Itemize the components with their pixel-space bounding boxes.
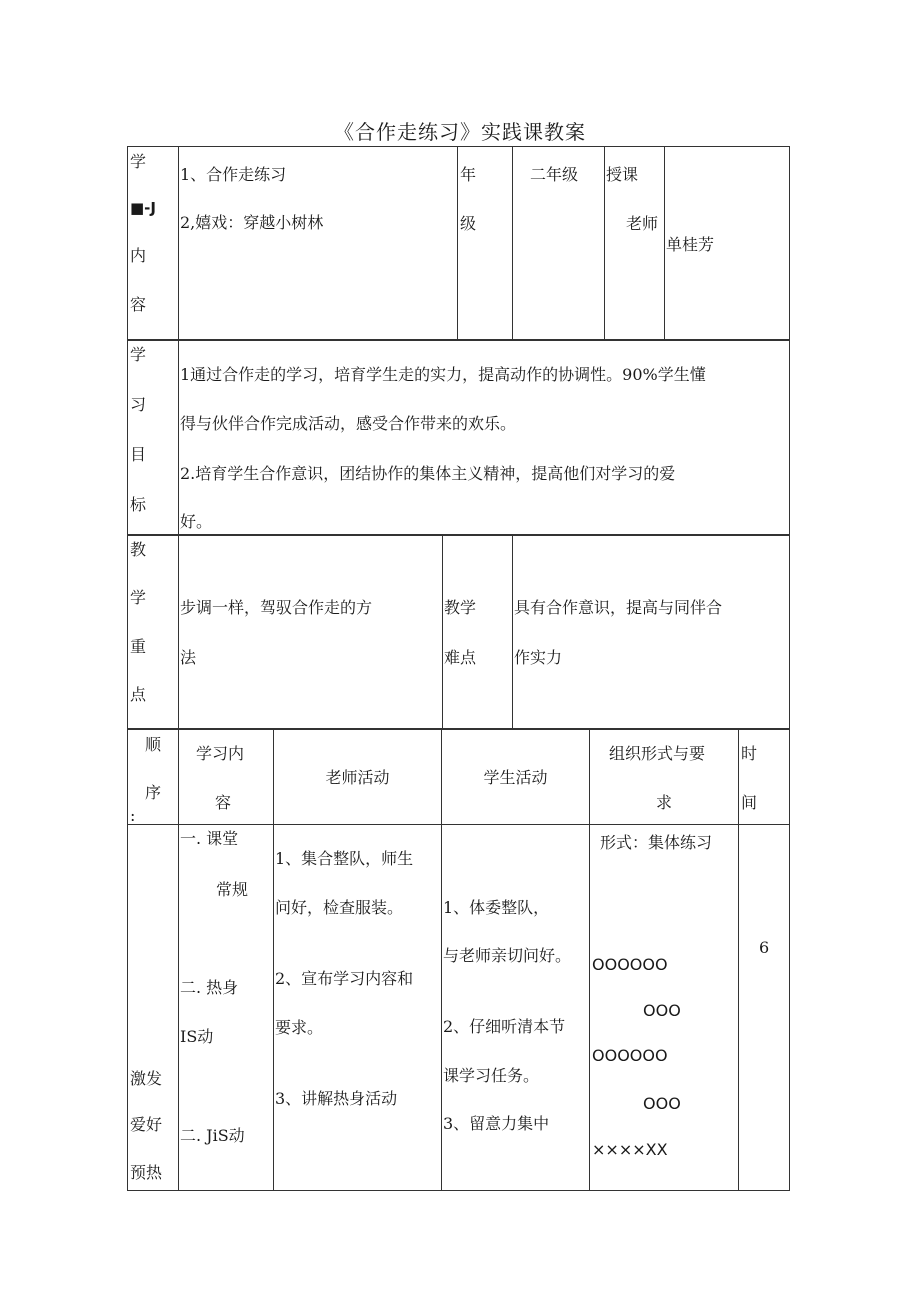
objectives-label-char: 学 xyxy=(130,345,147,364)
objectives-label-char: 标 xyxy=(130,495,147,514)
header-order: 顺 xyxy=(145,735,162,754)
header-order: : xyxy=(130,806,136,825)
objective-line: 得与伙伴合作完成活动，感受合作带来的欢乐。 xyxy=(180,414,517,433)
phase-label: 预热 xyxy=(130,1163,163,1182)
content-step: 常规 xyxy=(216,880,249,899)
objective-line: 2.培育学生合作意识，团结协作的集体主义精神，提高他们对学习的爱 xyxy=(180,464,676,483)
org-form: 形式：集体练习 xyxy=(600,833,713,852)
objective-line: 好。 xyxy=(180,512,213,531)
grade-label: 级 xyxy=(460,214,477,233)
student-activity: 3、留意力集中 xyxy=(443,1114,550,1133)
info-label-char: 容 xyxy=(130,295,147,314)
content-step: 二. JiS动 xyxy=(180,1126,245,1145)
formation-row: ××××XX xyxy=(592,1140,668,1159)
formation-row: OOO xyxy=(643,1001,681,1020)
objectives-label-char: 目 xyxy=(130,445,147,464)
difficulty-label: 难点 xyxy=(444,648,477,667)
grade-value: 二年级 xyxy=(530,165,579,184)
difficulty-label: 教学 xyxy=(444,598,477,617)
header-org: 组织形式与要 xyxy=(609,744,706,763)
header-student: 学生活动 xyxy=(483,768,548,787)
time-value: 6 xyxy=(759,938,770,957)
content-item: 1、合作走练习 xyxy=(180,165,287,184)
header-content: 学习内 xyxy=(196,744,245,763)
info-label-char: 学 xyxy=(130,152,147,171)
header-time: 时 xyxy=(741,744,758,763)
key-point-line: 步调一样，驾驭合作走的方 xyxy=(180,598,373,617)
student-activity: 1、体委整队， xyxy=(443,898,550,917)
teacher-activity: 1、集合整队，师生 xyxy=(275,849,414,868)
difficulty-line: 具有合作意识，提高与同伴合 xyxy=(514,598,723,617)
header-teacher: 老师活动 xyxy=(325,768,390,787)
grade-label: 年 xyxy=(460,165,477,184)
info-label-char: ■-J xyxy=(130,199,156,217)
header-order: 序 xyxy=(145,783,162,802)
header-content: 容 xyxy=(215,793,232,812)
teacher-label: 老师 xyxy=(626,214,659,233)
teacher-label: 授课 xyxy=(606,165,639,184)
phase-label: 爱好 xyxy=(130,1115,163,1134)
student-activity: 课学习任务。 xyxy=(443,1066,540,1085)
focus-label-char: 重 xyxy=(130,637,147,656)
page-title: 《合作走练习》实践课教案 xyxy=(334,120,586,144)
formation-row: OOOOOO xyxy=(592,1046,668,1065)
focus-label-char: 教 xyxy=(130,540,147,559)
key-point-line: 法 xyxy=(180,648,197,667)
teacher-name: 单桂芳 xyxy=(666,235,715,254)
teacher-activity: 问好，检查服装。 xyxy=(275,898,404,917)
header-org: 求 xyxy=(656,793,673,812)
phase-label: 激发 xyxy=(130,1069,163,1088)
content-item: 2,嬉戏：穿越小树林 xyxy=(180,213,324,232)
content-step: 二. 热身 xyxy=(180,978,239,997)
teacher-activity: 要求。 xyxy=(275,1018,324,1037)
difficulty-line: 作实力 xyxy=(514,648,563,667)
objectives-label-char: 习 xyxy=(130,395,147,414)
formation-row: OOO xyxy=(643,1094,681,1113)
content-step: IS动 xyxy=(180,1027,214,1046)
formation-row: OOOOOO xyxy=(592,955,668,974)
focus-label-char: 点 xyxy=(130,685,147,704)
focus-block xyxy=(127,534,790,730)
info-label-char: 内 xyxy=(130,246,147,265)
student-activity: 2、仔细听清本节 xyxy=(443,1017,566,1036)
focus-label-char: 学 xyxy=(130,588,147,607)
teacher-activity: 2、宣布学习内容和 xyxy=(275,969,414,988)
content-step: 一. 课堂 xyxy=(180,829,239,848)
teacher-activity: 3、讲解热身活动 xyxy=(275,1089,398,1108)
student-activity: 与老师亲切问好。 xyxy=(443,946,572,965)
header-time: 间 xyxy=(741,793,758,812)
objective-line: 1通过合作走的学习，培育学生走的实力，提高动作的协调性。90%学生懂 xyxy=(180,365,706,384)
